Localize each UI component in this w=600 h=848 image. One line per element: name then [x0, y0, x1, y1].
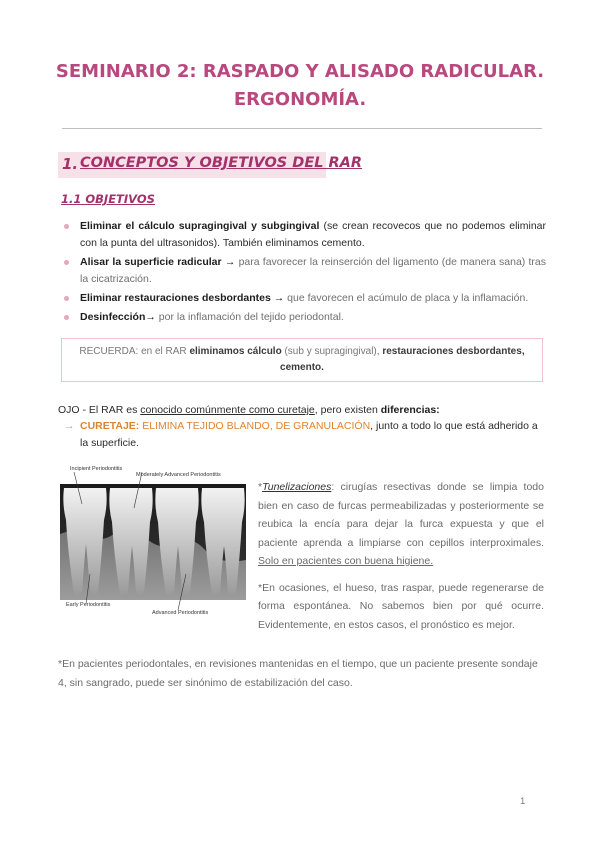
section-heading-1 [58, 152, 363, 178]
arrow-icon: → [270, 292, 288, 304]
objective-bold: Alisar la superficie radicular [80, 256, 222, 268]
xray-image [60, 464, 246, 622]
label-incipient: Incipient Periodontitis [70, 466, 123, 472]
objective-text: por la inflamación del tejido periodontal. [158, 311, 344, 323]
title-line-2: ERGONOMÍA. [233, 89, 367, 110]
callout-bold-1: eliminamos cálculo [189, 346, 282, 357]
bullet-dot-icon [64, 296, 69, 301]
arrow-icon: → [221, 256, 239, 268]
ojo-underlined: conocido comúnmente como curetaje [140, 404, 315, 416]
document-title [40, 58, 560, 114]
objective-text: para favorecer la reinserción del ligamento (de manera sana) tras la cicatrización. [80, 256, 547, 285]
arrow-icon: → [145, 311, 159, 323]
tunelizaciones-underline: Solo en pacientes con buena higiene. [258, 555, 434, 567]
section-number: 1. [62, 155, 79, 173]
list-item [62, 290, 546, 307]
bullet-dot-icon [64, 260, 69, 265]
list-item [62, 254, 546, 288]
ojo-paragraph [58, 402, 440, 418]
curetaje-rest: , junto a todo lo que está adherido a la superficie. [80, 420, 538, 449]
curetaje-item [62, 418, 546, 452]
callout-bold-3: cemento. [280, 362, 324, 373]
bullet-dot-icon [64, 224, 69, 229]
periodontitis-xray-figure [60, 464, 246, 622]
objectives-list [62, 218, 546, 328]
callout-middle: (sub y supragingival), [281, 346, 383, 357]
arrow-icon: → [64, 420, 75, 432]
recuerda-callout [61, 338, 543, 382]
list-item [62, 218, 546, 252]
curetaje-label: CURETAJE: [80, 420, 140, 432]
callout-bold-2: restauraciones desbordantes [382, 346, 522, 357]
bullet-dot-icon [64, 315, 69, 320]
ojo-bold: diferencias: [380, 404, 440, 416]
curetaje-highlight: ELIMINA TEJIDO BLANDO, DE GRANULACIÓN [139, 420, 371, 432]
objective-text: (se crean recovecos que no podemos eliminar con la punta del ultrasonidos). También eliminamos cemento. [80, 220, 547, 249]
callout-comma: , [521, 346, 525, 357]
hueso-note: *En ocasiones, el hueso, tras raspar, puede regenerarse de forma espontánea. No sabemos bien por qué ocurre. Evidentemente, en estos casos, el pronóstico es mejor. [258, 581, 544, 631]
title-line-1: SEMINARIO 2: RASPADO Y ALISADO RADICULAR. [55, 61, 545, 82]
tunelizaciones-note [258, 478, 544, 571]
label-moderate: Moderately Advanced Periodontitis [136, 472, 221, 478]
section-title: CONCEPTOS Y OBJETIVOS DEL RAR [80, 155, 363, 171]
tunelizaciones-term: Tunelizaciones [262, 481, 332, 493]
list-item [62, 309, 546, 326]
sondaje-note: *En pacientes periodontales, en revisiones mantenidas en el tiempo, que un paciente presente sondaje 4, sin sangrado, puede ser sinónimo de estabilización del caso. [58, 658, 538, 689]
ojo-middle: , pero existen [314, 404, 381, 416]
label-advanced: Advanced Periodontitis [152, 610, 209, 616]
objective-bold: Desinfección [80, 311, 146, 323]
note-star: * [258, 481, 263, 493]
tunelizaciones-text: : cirugías resectivas donde se limpia todo bien en caso de furcas permeabilizadas y posteriormente se reubica la encía para dejar la furca expuesta y que el paciente aprenda a limpiarse con cepillos interproximales. [258, 481, 544, 549]
page-number: 1 [520, 796, 526, 807]
title-divider [62, 128, 542, 129]
objective-bold: Eliminar restauraciones desbordantes [80, 292, 271, 304]
callout-prefix: RECUERDA: en el RAR [79, 346, 190, 357]
side-notes [258, 478, 544, 642]
objective-bold: Eliminar el cálculo supragingival y subgingival [80, 220, 320, 232]
objective-text: que favorecen el acúmulo de placa y la inflamación. [287, 292, 529, 304]
subsection-heading: 1.1 OBJETIVOS [61, 192, 155, 206]
label-early: Early Periodontitis [66, 602, 111, 608]
ojo-prefix: OJO - El RAR es [58, 404, 141, 416]
